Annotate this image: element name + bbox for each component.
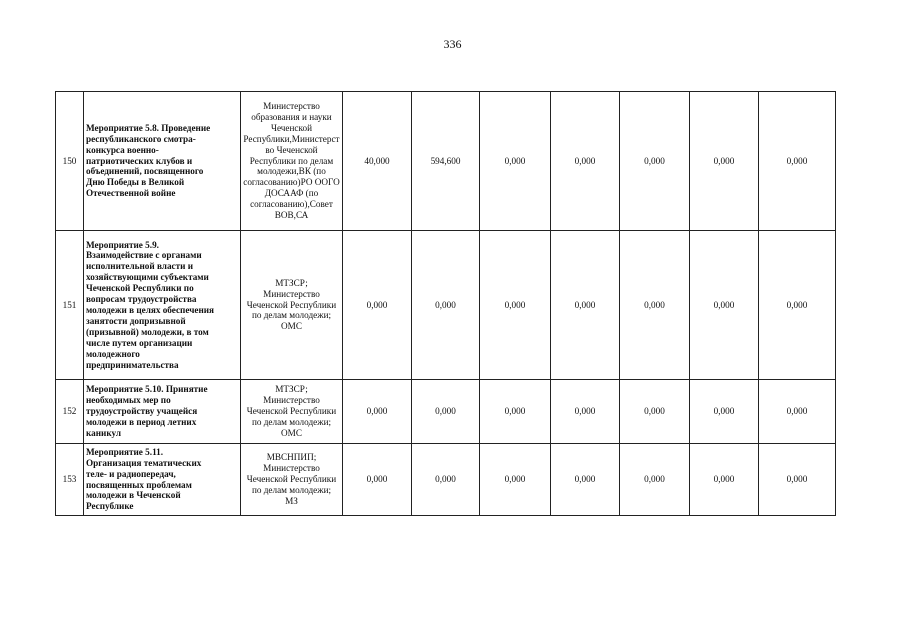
event-text-line: республиканского смотра- [86,133,196,144]
funding-value-cell: 0,000 [690,380,759,444]
executor-text-line: Министерство [263,101,320,112]
funding-value-cell: 40,000 [343,92,412,231]
event-text-line: каникул [86,427,122,438]
funding-value-cell: 0,000 [343,444,412,516]
event-text-line: Мероприятие 5.10. Принятие [86,384,208,395]
executor-text-line: Чеченской Республики [246,474,337,485]
event-text-line: Организация тематических [86,457,202,468]
executor-text-line: во Чеченской [265,144,318,155]
event-text-line: молодежи в период летних [86,416,197,427]
executor-text-line: образования и науки [251,111,332,122]
row-number: 152 [56,380,84,444]
table-row [56,380,836,444]
event-cell [84,92,241,231]
event-text-line: занятости допризывной [86,315,186,326]
executor-cell [241,444,343,516]
executor-text-line: МВСНПИП; [266,452,317,463]
table-row [56,231,836,380]
row-number: 150 [56,92,84,231]
executor-cell [241,92,343,231]
executor-text-line: Министерство [263,395,320,406]
executor-text-line: Республики,Министерст [243,133,340,144]
funding-value-cell: 594,600 [412,92,480,231]
executor-text-line: Чеченской Республики [246,406,337,417]
funding-value-cell: 0,000 [480,380,551,444]
event-text-line: вопросам трудоустройства [86,294,197,305]
event-text-line: молодежи в целях обеспечения [86,305,215,315]
event-text-line: необходимых мер по [86,395,171,406]
event-text-line: Чеченской Республики по [86,283,194,294]
table-row [56,92,836,231]
executor-text-line: ВОВ,СА [274,210,309,221]
executor-text-line: согласованию),Совет [250,199,333,210]
table-row [56,444,836,516]
executor-text-line: молодежи,ВК (по [257,166,326,177]
event-text-line: Отечественной войне [86,188,176,199]
funding-value-cell: 0,000 [759,444,836,516]
executor-text-line: МТЗСР; [275,277,308,288]
row-number: 153 [56,444,84,516]
table-body [56,92,836,516]
executor-text-line: ДОСААФ (по [264,188,319,199]
executor-text-line: МЗ [285,495,298,506]
funding-value-cell: 0,000 [690,444,759,516]
funding-value-cell: 0,000 [412,444,480,516]
event-cell [84,444,241,516]
executor-text-line: Республики по делам [249,155,334,166]
funding-value-cell: 0,000 [690,92,759,231]
funding-value-cell: 0,000 [343,380,412,444]
program-events-table [55,91,836,516]
event-text-line: молодежного [86,348,140,359]
event-text-line: Взаимодействие с органами [86,250,202,261]
event-text-line: посвященных проблемам [86,479,192,490]
page-number: 336 [443,37,462,51]
funding-value-cell: 0,000 [551,380,620,444]
event-text-line: (призывной) молодежи, в том [86,326,209,337]
funding-value-cell: 0,000 [551,444,620,516]
funding-value-cell: 0,000 [620,92,690,231]
executor-text-line: Чеченской Республики [246,299,337,310]
funding-value-cell: 0,000 [480,444,551,516]
funding-value-cell: 0,000 [480,92,551,231]
executor-text-line: Чеченской [270,122,313,133]
event-text-line: Мероприятие 5.9. [86,239,159,250]
event-text-line: Республике [86,501,134,512]
executor-text-line: ОМС [281,321,302,332]
executor-text-line: согласованию)РО ООГО [243,177,340,188]
event-text-line: конкурса военно- [86,144,159,155]
event-text-line: предпринимательства [86,359,179,370]
funding-value-cell: 0,000 [759,380,836,444]
funding-value-cell: 0,000 [759,92,836,231]
funding-value-cell: 0,000 [412,231,480,380]
event-cell [84,231,241,380]
event-text-line: трудоустройству учащейся [86,406,198,417]
event-text-line: исполнительной власти и [86,261,194,272]
event-text-line: объединений, посвященного [86,166,204,177]
event-text-line: патриотических клубов и [86,155,193,166]
funding-value-cell: 0,000 [480,231,551,380]
event-cell [84,380,241,444]
executor-text-line: по делам молодежи; [251,310,332,321]
event-text-line: Дню Победы в Великой [86,177,185,188]
funding-value-cell: 0,000 [690,231,759,380]
event-text-line: Мероприятие 5.8. Проведение [86,122,211,133]
event-text-line: Мероприятие 5.11. [86,446,164,457]
executor-text-line: Министерство [263,288,320,299]
executor-text-line: Министерство [263,463,320,474]
executor-text-line: по делам молодежи; [251,484,332,495]
event-text-line: числе путем организации [86,337,193,348]
event-text-line: теле- и радиопередач, [86,468,176,479]
funding-value-cell: 0,000 [759,231,836,380]
event-text-line: хозяйствующими субъектами [86,272,209,283]
funding-value-cell: 0,000 [620,380,690,444]
event-text-line: молодежи в Чеченской [86,490,181,501]
executor-text-line: по делам молодежи; [251,416,332,427]
funding-value-cell: 0,000 [551,231,620,380]
executor-text-line: МТЗСР; [275,384,308,395]
funding-value-cell: 0,000 [620,444,690,516]
executor-text-line: ОМС [281,427,302,438]
funding-value-cell: 0,000 [620,231,690,380]
funding-value-cell: 0,000 [412,380,480,444]
executor-cell [241,231,343,380]
executor-cell [241,380,343,444]
funding-value-cell: 0,000 [343,231,412,380]
funding-value-cell: 0,000 [551,92,620,231]
row-number: 151 [56,231,84,380]
